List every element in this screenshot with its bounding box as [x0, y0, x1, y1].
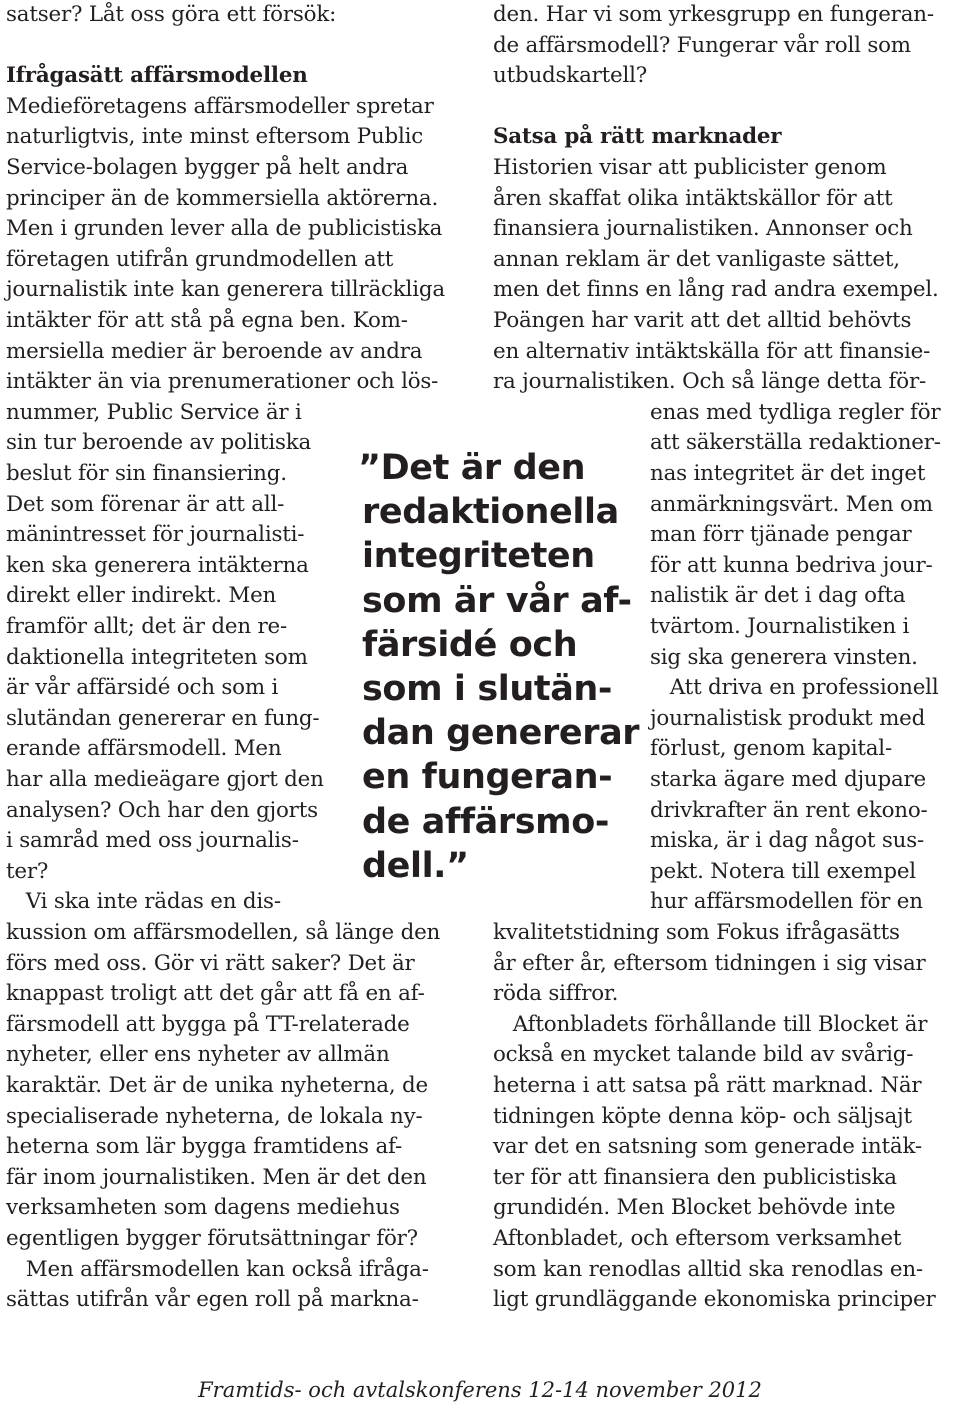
text-line: journalistisk produkt med [650, 705, 926, 731]
text-line: röda siffror. [493, 981, 619, 1007]
text-line: naturligtvis, inte minst eftersom Public [6, 124, 424, 150]
text-line: sin tur beroende av politiska [6, 430, 312, 456]
text-line: de affärsmodell? Fungerar vår roll som [493, 32, 911, 58]
text-line: slutändan genererar en fung- [6, 705, 320, 731]
text-line: utbudskartell? [493, 63, 648, 89]
pull-quote-line: en fungeran- [362, 757, 613, 798]
text-line: åren skaffat olika intäktskällor för att [493, 185, 893, 211]
text-line: Service-bolagen bygger på helt andra [6, 155, 409, 180]
text-line: ra journalistiken. Och så länge detta för- [493, 369, 927, 395]
text-line: tidningen köpte denna köp- och säljsajt [493, 1103, 912, 1129]
text-line: Vi ska inte rädas en dis- [6, 889, 281, 915]
text-line: har alla medieägare gjort den [6, 767, 324, 792]
text-line: knappast troligt att det går att få en af- [6, 981, 425, 1007]
text-line: förs med oss. Gör vi rätt saker? Det är [6, 950, 415, 976]
text-line: också en mycket talande bild av svårig- [493, 1042, 914, 1068]
text-line: specialiserade nyheterna, de lokala ny- [6, 1103, 423, 1129]
text-line: verksamheten som dagens mediehus [6, 1195, 400, 1221]
text-line: beslut för sin finansiering. [6, 461, 287, 486]
text-line: företagen utifrån grundmodellen att [6, 246, 394, 272]
text-line: journalistik inte kan generera tillräckliga [6, 277, 445, 303]
pull-quote-line: färsidé och [362, 624, 578, 665]
text-line: pekt. Notera till exempel [650, 858, 916, 884]
text-line: finansiera journalistiken. Annonser och [493, 216, 913, 242]
text-line: tvärtom. Journalistiken i [650, 614, 910, 639]
text-line: hur affärsmodellen för en [650, 889, 923, 915]
text-line: sättas utifrån vår egen roll på markna- [6, 1287, 419, 1313]
text-line: intäkter än via prenumerationer och lös- [6, 369, 439, 395]
text-line: starka ägare med djupare [650, 767, 927, 792]
pull-quote-line: dan genererar [362, 713, 640, 754]
pull-quote-line: de affärsmo- [362, 801, 610, 842]
text-line: nummer, Public Service är i [6, 399, 302, 425]
text-line: den. Har vi som yrkesgrupp en fungeran- [493, 2, 934, 27]
text-line: grundidén. Men Blocket behövde inte [493, 1195, 896, 1221]
footer: Framtids- och avtalskonferens 12-14 november 2012 [198, 1378, 762, 1402]
text-line: nas integritet är det inget [650, 461, 926, 486]
text-line: Medieföretagens affärsmodeller spretar [6, 93, 434, 119]
text-line: erande affärsmodell. Men [6, 736, 282, 762]
text-line: för att kunna bedriva jour- [650, 552, 933, 578]
text-line: framför allt; det är den re- [6, 614, 288, 639]
text-line: Det som förenar är att all- [6, 491, 285, 517]
pull-quote-line: redaktionella [362, 492, 619, 533]
text-line: Men i grunden lever alla de publicistiska [6, 216, 443, 242]
text-line: drivkrafter än rent ekono- [650, 797, 928, 823]
section-heading: Ifrågasätt affärsmodellen [6, 63, 308, 89]
text-line: var det en satsning som generade intäk- [493, 1134, 922, 1160]
text-line: analysen? Och har den gjorts [6, 797, 318, 823]
text-line: satser? Låt oss göra ett försök: [6, 2, 337, 27]
text-line: enas med tydliga regler för [650, 399, 941, 425]
text-line: en alternativ intäktskälla för att finansie- [493, 338, 931, 364]
pull-quote-line: som i slutän- [362, 669, 613, 709]
text-line: karaktär. Det är de unika nyheterna, de [6, 1073, 428, 1098]
text-line: ken ska generera intäkterna [6, 552, 309, 578]
text-line: anmärkningsvärt. Men om [650, 491, 933, 517]
text-line: ter för att finansiera den publicistiska [493, 1164, 897, 1190]
text-line: miska, är i dag något sus- [650, 828, 925, 854]
text-line: i samråd med oss journalis- [6, 828, 299, 854]
pull-quote-line: som är vår af- [362, 580, 632, 621]
text-line: Aftonbladets förhållande till Blocket är [493, 1011, 928, 1037]
text-line: men det finns en lång rad andra exempel. [493, 277, 939, 303]
pull-quote-line: ”Det är den [358, 448, 586, 488]
text-line: nyheter, eller ens nyheter av allmän [6, 1042, 390, 1068]
pull-quote-line: dell.” [362, 845, 469, 886]
text-line: förlust, genom kapital- [650, 736, 892, 762]
text-line: nalistik är det i dag ofta [650, 583, 906, 609]
text-line: heterna i att satsa på rätt marknad. När [493, 1073, 922, 1098]
text-line: Poängen har varit att det alltid behövts [493, 308, 912, 333]
text-line: annan reklam är det vanligaste sättet, [493, 246, 900, 272]
text-line: ligt grundläggande ekonomiska principer [493, 1287, 936, 1313]
text-line: ter? [6, 858, 49, 884]
text-line: år efter år, eftersom tidningen i sig visar [493, 950, 926, 976]
text-line: Att driva en professionell [650, 675, 939, 701]
pull-quote-line: integriteten [362, 536, 595, 577]
text-line: Aftonbladet, och eftersom verksamhet [493, 1226, 902, 1251]
text-line: Historien visar att publicister genom [493, 155, 887, 180]
text-line: färsmodell att bygga på TT-relaterade [6, 1011, 410, 1037]
text-line: direkt eller indirekt. Men [6, 583, 277, 609]
text-line: mersiella medier är beroende av andra [6, 338, 423, 364]
section-heading: Satsa på rätt marknader [493, 124, 782, 150]
text-line: att säkerställa redaktioner- [650, 430, 941, 456]
text-line: som kan renodlas alltid ska renodlas en- [493, 1256, 923, 1282]
text-line: heterna som lär bygga framtidens af- [6, 1134, 402, 1160]
text-line: kussion om affärsmodellen, så länge den [6, 920, 441, 945]
text-line: principer än de kommersiella aktörerna. [6, 185, 439, 211]
text-line: sig ska generera vinsten. [650, 644, 918, 670]
text-line: Men affärsmodellen kan också ifråga- [6, 1256, 429, 1282]
text-line: intäkter för att stå på egna ben. Kom- [6, 308, 408, 333]
text-line: daktionella integriteten som [6, 644, 308, 670]
text-line: är vår affärsidé och som i [6, 675, 279, 701]
text-line: man förr tjänade pengar [650, 522, 912, 548]
text-line: kvalitetstidning som Fokus ifrågasätts [493, 920, 900, 945]
text-line: mänintresset för journalisti- [6, 522, 305, 548]
text-line: egentligen bygger förutsättningar för? [6, 1226, 418, 1251]
text-line: fär inom journalistiken. Men är det den [6, 1164, 427, 1190]
